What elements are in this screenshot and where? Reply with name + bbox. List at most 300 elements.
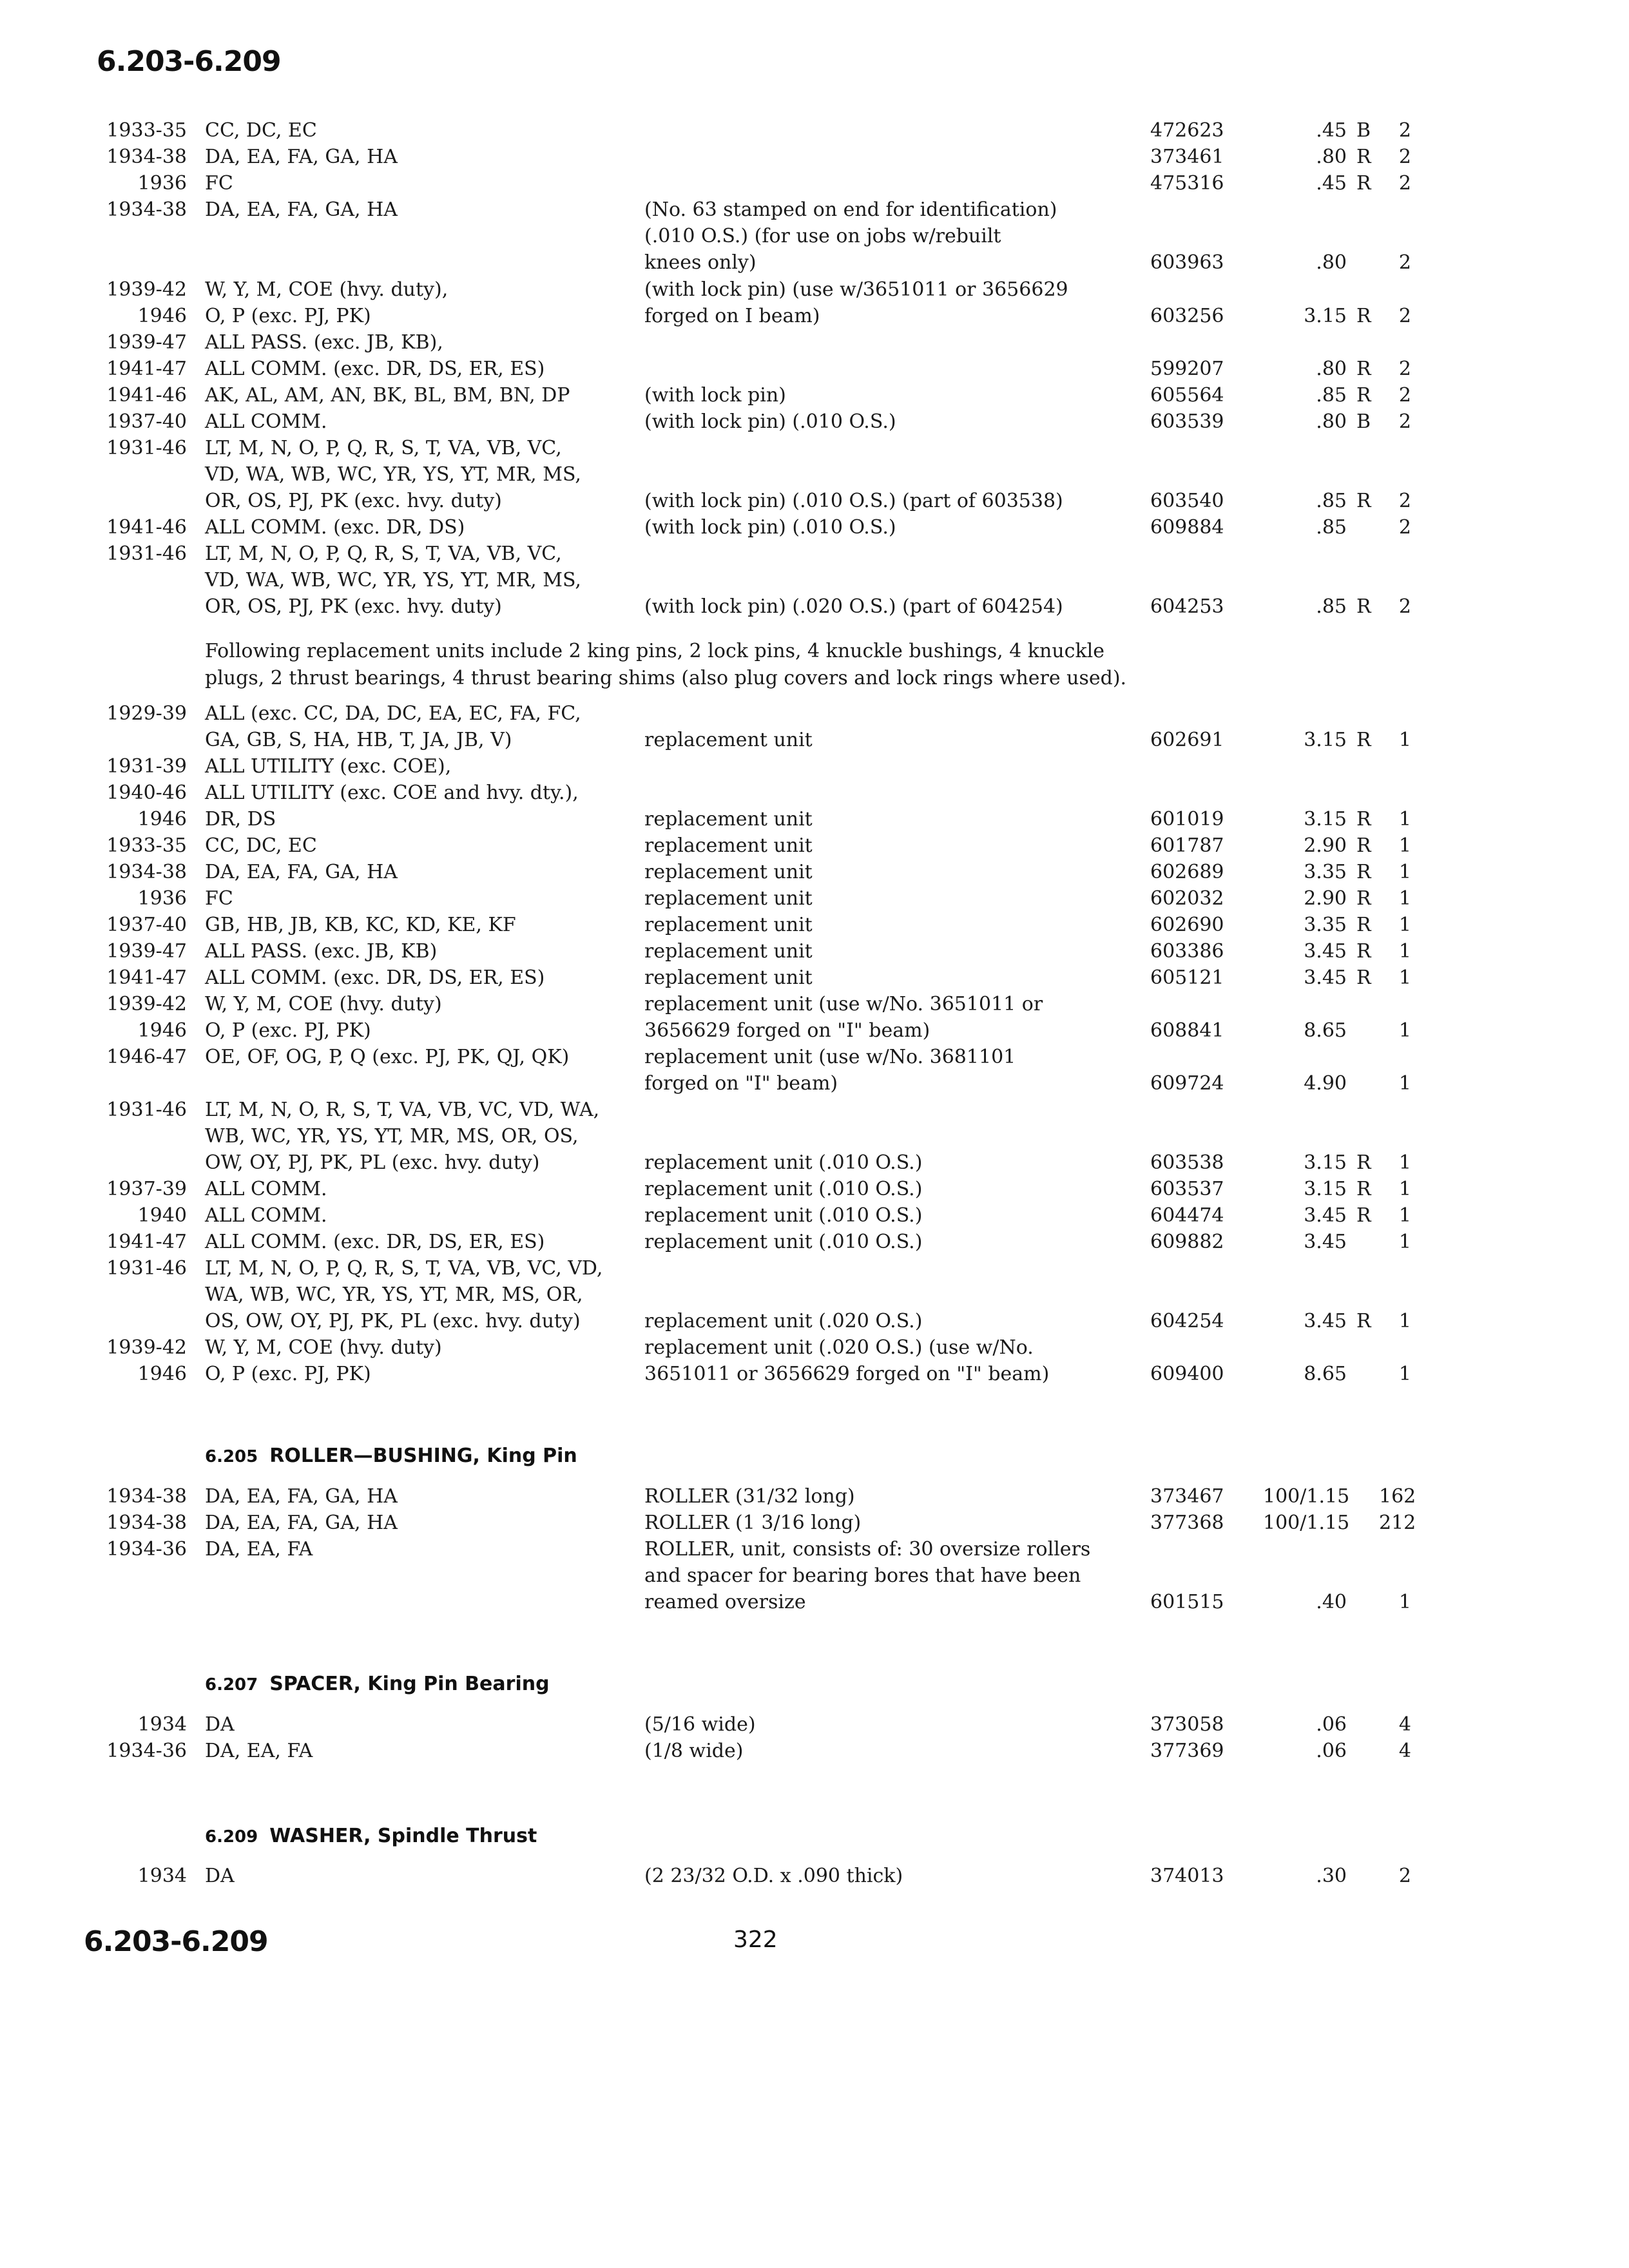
table-row [0, 303, 1629, 331]
cell-desc: ROLLER (31/32 long) [644, 1485, 855, 1508]
cell-code: R [1356, 384, 1371, 407]
cell-code: R [1356, 940, 1371, 963]
cell-desc: (1/8 wide) [644, 1740, 744, 1762]
table-row [0, 1071, 1629, 1098]
cell-model: GB, HB, JB, KB, KC, KD, KE, KF [205, 914, 516, 936]
cell-year: 1931-46 [106, 543, 187, 565]
table-row [0, 1177, 1629, 1204]
cell-price: .80 [1316, 146, 1347, 168]
table-row [0, 171, 1629, 198]
cell-desc: replacement unit [644, 914, 813, 936]
table-row [0, 224, 1629, 251]
cell-model: W, Y, M, COE (hvy. duty) [205, 1336, 442, 1359]
cell-model: ALL PASS. (exc. JB, KB) [205, 940, 438, 963]
cell-part: 377368 [1150, 1512, 1224, 1534]
cell-qty: 1 [1398, 1178, 1411, 1200]
cell-model: WB, WC, YR, YS, YT, MR, MS, OR, OS, [205, 1125, 579, 1148]
cell-price: 3.45 [1304, 940, 1347, 963]
cell-part: 603386 [1150, 940, 1224, 963]
cell-desc: replacement unit [644, 834, 813, 857]
cell-model: ALL COMM. (exc. DR, DS, ER, ES) [205, 1231, 545, 1253]
table-row [0, 860, 1629, 887]
cell-price: 3.15 [1304, 729, 1347, 751]
cell-code: B [1356, 410, 1371, 433]
table-row [0, 1309, 1629, 1336]
cell-price: 3.35 [1304, 914, 1347, 936]
table-row [0, 568, 1629, 595]
cell-price: 3.45 [1304, 1231, 1347, 1253]
cell-part: 377369 [1150, 1740, 1224, 1762]
cell-code: R [1356, 490, 1371, 512]
cell-model: O, P (exc. PJ, PK) [205, 1019, 371, 1042]
cell-price: 2.90 [1304, 834, 1347, 857]
cell-model: OW, OY, PJ, PK, PL (exc. hvy. duty) [205, 1151, 540, 1174]
cell-part: 603538 [1150, 1151, 1224, 1174]
cell-qty: 4 [1398, 1740, 1411, 1762]
cell-model: DA, EA, FA, GA, HA [205, 861, 398, 883]
table-row [0, 409, 1629, 436]
table-row [0, 965, 1629, 992]
cell-model: DA, EA, FA, GA, HA [205, 198, 398, 221]
cell-qty: 2 [1398, 251, 1411, 274]
cell-model: ALL COMM. [205, 410, 327, 433]
cell-year: 1939-42 [106, 1336, 187, 1359]
cell-code: R [1356, 887, 1371, 910]
table-row [0, 1229, 1629, 1256]
cell-price: 3.45 [1304, 1204, 1347, 1227]
section-title: ROLLER—BUSHING, King Pin [269, 1445, 577, 1467]
cell-year: 1931-46 [106, 437, 187, 459]
cell-code: R [1356, 172, 1371, 195]
cell-part: 601787 [1150, 834, 1224, 857]
section-title: WASHER, Spindle Thrust [269, 1825, 537, 1847]
table-row [0, 1256, 1629, 1283]
cell-desc: replacement unit (.020 O.S.) [644, 1310, 923, 1332]
cell-model: CC, DC, EC [205, 834, 317, 857]
table-row [0, 807, 1629, 834]
table-row [0, 1738, 1629, 1765]
table-row [0, 754, 1629, 781]
cell-desc: replacement unit [644, 861, 813, 883]
cell-model: DA, EA, FA, GA, HA [205, 1485, 398, 1508]
cell-desc: replacement unit (use w/No. 3681101 [644, 1046, 1016, 1068]
table-row [0, 144, 1629, 171]
cell-part: 609882 [1150, 1231, 1224, 1253]
cell-year: 1941-47 [106, 358, 187, 380]
cell-price: 2.90 [1304, 887, 1347, 910]
cell-year: 1933-35 [106, 119, 187, 142]
cell-model: LT, M, N, O, P, Q, R, S, T, VA, VB, VC, [205, 437, 562, 459]
cell-desc: replacement unit [644, 729, 813, 751]
cell-model: ALL PASS. (exc. JB, KB), [205, 331, 443, 354]
cell-qty: 1 [1398, 887, 1411, 910]
cell-qty: 2 [1398, 305, 1411, 327]
table-row [0, 1124, 1629, 1151]
cell-code: R [1356, 358, 1371, 380]
cell-year: 1939-47 [106, 940, 187, 963]
cell-year: 1936 [137, 172, 187, 195]
cell-model: OR, OS, PJ, PK (exc. hvy. duty) [205, 595, 502, 618]
cell-price: .06 [1316, 1740, 1347, 1762]
cell-qty: 2 [1398, 172, 1411, 195]
section-number: 6.209 [205, 1827, 258, 1847]
table-row [0, 1361, 1629, 1389]
table-row [0, 356, 1629, 383]
note-line: Following replacement units include 2 king pins, 2 lock pins, 4 knuckle bushings, 4 knuckle [205, 640, 1104, 662]
cell-code: R [1356, 834, 1371, 857]
cell-model: DA, EA, FA [205, 1740, 313, 1762]
table-row [0, 383, 1629, 410]
cell-part: 602689 [1150, 861, 1224, 883]
cell-qty: 2 [1398, 119, 1411, 142]
table-row [0, 1044, 1629, 1072]
cell-price: 3.15 [1304, 1151, 1347, 1174]
cell-code: R [1356, 1204, 1371, 1227]
table-row [0, 886, 1629, 913]
cell-qty: 2 [1398, 1865, 1411, 1887]
cell-part: 609724 [1150, 1072, 1224, 1095]
cell-year: 1941-47 [106, 966, 187, 989]
cell-code: R [1356, 861, 1371, 883]
table-row [0, 1484, 1629, 1511]
cell-qty: 2 [1398, 595, 1411, 618]
cell-price: 4.90 [1304, 1072, 1347, 1095]
table-row [0, 1097, 1629, 1124]
table-row [0, 1863, 1629, 1890]
table-row [0, 992, 1629, 1019]
cell-qty: 1 [1398, 1363, 1411, 1385]
cell-code: R [1356, 305, 1371, 327]
cell-year: 1939-42 [106, 278, 187, 301]
cell-qty: 2 [1398, 490, 1411, 512]
table-row [0, 1563, 1629, 1590]
table-row [0, 197, 1629, 224]
cell-model: ALL (exc. CC, DA, DC, EA, EC, FA, FC, [205, 702, 581, 725]
cell-part: 373467 [1150, 1485, 1224, 1508]
cell-model: OE, OF, OG, P, Q (exc. PJ, PK, QJ, QK) [205, 1046, 570, 1068]
cell-model: O, P (exc. PJ, PK) [205, 1363, 371, 1385]
cell-year: 1934-36 [106, 1538, 187, 1561]
cell-year: 1934-38 [106, 1512, 187, 1534]
cell-model: ALL COMM. (exc. DR, DS, ER, ES) [205, 966, 545, 989]
cell-desc: replacement unit (.020 O.S.) (use w/No. [644, 1336, 1034, 1359]
cell-model: CC, DC, EC [205, 119, 317, 142]
cell-desc: ROLLER (1 3/16 long) [644, 1512, 862, 1534]
cell-code: R [1356, 146, 1371, 168]
cell-year: 1941-46 [106, 384, 187, 407]
table-row [0, 1150, 1629, 1177]
cell-desc: replacement unit [644, 966, 813, 989]
cell-model: FC [205, 887, 233, 910]
cell-year: 1936 [137, 887, 187, 910]
cell-model: LT, M, N, O, R, S, T, VA, VB, VC, VD, WA, [205, 1099, 600, 1121]
cell-model: ALL COMM. (exc. DR, DS) [205, 516, 465, 539]
table-row [0, 118, 1629, 145]
cell-part: 374013 [1150, 1865, 1224, 1887]
cell-price: .30 [1316, 1865, 1347, 1887]
section-heading-6-209 [205, 1825, 537, 1847]
cell-part: 604253 [1150, 595, 1224, 618]
cell-part: 472623 [1150, 119, 1224, 142]
cell-price: 3.35 [1304, 861, 1347, 883]
cell-desc: reamed oversize [644, 1591, 806, 1613]
cell-part: 601019 [1150, 808, 1224, 831]
cell-price: .45 [1316, 172, 1347, 195]
cell-code: B [1356, 119, 1371, 142]
cell-code: R [1356, 966, 1371, 989]
section-number: 6.207 [205, 1675, 258, 1695]
cell-part: 603539 [1150, 410, 1224, 433]
cell-qty: 1 [1398, 1204, 1411, 1227]
cell-desc: (with lock pin) (use w/3651011 or 3656629 [644, 278, 1068, 301]
cell-desc: (with lock pin) (.010 O.S.) [644, 410, 896, 433]
cell-price: 100/1.15 [1263, 1485, 1350, 1508]
cell-year: 1933-35 [106, 834, 187, 857]
cell-part: 602691 [1150, 729, 1224, 751]
cell-year: 1946 [137, 1363, 187, 1385]
section-title: SPACER, King Pin Bearing [269, 1673, 550, 1695]
page-header-code: 6.203-6.209 [97, 45, 281, 78]
cell-price: .85 [1316, 384, 1347, 407]
cell-desc: replacement unit [644, 887, 813, 910]
table-row [0, 541, 1629, 568]
section-heading-6-207 [205, 1673, 550, 1695]
cell-desc: (with lock pin) [644, 384, 786, 407]
cell-price: 3.45 [1304, 966, 1347, 989]
cell-model: OS, OW, OY, PJ, PK, PL (exc. hvy. duty) [205, 1310, 581, 1332]
cell-qty: 1 [1398, 1591, 1411, 1613]
table-row [0, 250, 1629, 277]
table-row [0, 515, 1629, 542]
cell-model: ALL UTILITY (exc. COE), [205, 755, 452, 778]
page-footer-code: 6.203-6.209 [84, 1925, 268, 1958]
cell-price: .85 [1316, 595, 1347, 618]
cell-price: .80 [1316, 251, 1347, 274]
cell-part: 601515 [1150, 1591, 1224, 1613]
cell-model: DA, EA, FA, GA, HA [205, 146, 398, 168]
table-row [0, 1203, 1629, 1230]
cell-qty: 1 [1398, 914, 1411, 936]
cell-year: 1934-36 [106, 1740, 187, 1762]
cell-desc: (with lock pin) (.020 O.S.) (part of 604254) [644, 595, 1063, 618]
cell-desc: (with lock pin) (.010 O.S.) [644, 516, 896, 539]
table-row [0, 594, 1629, 621]
cell-year: 1937-39 [106, 1178, 187, 1200]
cell-desc: knees only) [644, 251, 757, 274]
cell-model: WA, WB, WC, YR, YS, YT, MR, MS, OR, [205, 1283, 583, 1306]
cell-price: 3.15 [1304, 808, 1347, 831]
cell-price: .85 [1316, 490, 1347, 512]
cell-qty: 2 [1398, 384, 1411, 407]
cell-price: .45 [1316, 119, 1347, 142]
cell-part: 609400 [1150, 1363, 1224, 1385]
cell-desc: forged on "I" beam) [644, 1072, 838, 1095]
cell-part: 599207 [1150, 358, 1224, 380]
cell-model: ALL COMM. [205, 1204, 327, 1227]
cell-model: W, Y, M, COE (hvy. duty), [205, 278, 448, 301]
table-row [0, 1018, 1629, 1045]
cell-model: ALL COMM. [205, 1178, 327, 1200]
table-row [0, 939, 1629, 966]
cell-price: .06 [1316, 1713, 1347, 1736]
cell-desc: (with lock pin) (.010 O.S.) (part of 603538) [644, 490, 1063, 512]
cell-model: ALL UTILITY (exc. COE and hvy. dty.), [205, 782, 579, 804]
cell-desc: replacement unit [644, 940, 813, 963]
cell-qty: 2 [1398, 358, 1411, 380]
cell-year: 1940 [137, 1204, 187, 1227]
cell-model: OR, OS, PJ, PK (exc. hvy. duty) [205, 490, 502, 512]
cell-year: 1946 [137, 1019, 187, 1042]
cell-year: 1946-47 [106, 1046, 187, 1068]
cell-model: DA [205, 1713, 235, 1736]
cell-part: 605121 [1150, 966, 1224, 989]
cell-part: 602690 [1150, 914, 1224, 936]
cell-model: FC [205, 172, 233, 195]
cell-model: AK, AL, AM, AN, BK, BL, BM, BN, DP [205, 384, 570, 407]
replacement-unit-note [205, 638, 1159, 692]
cell-part: 604474 [1150, 1204, 1224, 1227]
cell-model: W, Y, M, COE (hvy. duty) [205, 993, 442, 1015]
table-row [0, 462, 1629, 489]
cell-desc: (.010 O.S.) (for use on jobs w/rebuilt [644, 225, 1001, 247]
note-line: plugs, 2 thrust bearings, 4 thrust bearing shims (also plug covers and lock rings where used). [205, 667, 1127, 689]
cell-part: 475316 [1150, 172, 1224, 195]
cell-qty: 162 [1379, 1485, 1416, 1508]
cell-year: 1934 [137, 1713, 187, 1736]
cell-year: 1934-38 [106, 1485, 187, 1508]
cell-price: .85 [1316, 516, 1347, 539]
cell-code: R [1356, 1178, 1371, 1200]
cell-desc: replacement unit [644, 808, 813, 831]
section-number: 6.205 [205, 1447, 258, 1466]
page-number: 322 [733, 1927, 778, 1953]
cell-qty: 1 [1398, 861, 1411, 883]
table-row [0, 833, 1629, 860]
cell-model: GA, GB, S, HA, HB, T, JA, JB, V) [205, 729, 512, 751]
cell-qty: 2 [1398, 146, 1411, 168]
cell-year: 1931-39 [106, 755, 187, 778]
cell-model: DA [205, 1865, 235, 1887]
cell-part: 603540 [1150, 490, 1224, 512]
cell-year: 1939-42 [106, 993, 187, 1015]
cell-desc: replacement unit (.010 O.S.) [644, 1178, 923, 1200]
cell-desc: 3651011 or 3656629 forged on "I" beam) [644, 1363, 1050, 1385]
table-row [0, 330, 1629, 357]
cell-model: LT, M, N, O, P, Q, R, S, T, VA, VB, VC, VD, [205, 1257, 603, 1280]
table-row [0, 1712, 1629, 1739]
cell-model: DA, EA, FA, GA, HA [205, 1512, 398, 1534]
cell-code: R [1356, 1310, 1371, 1332]
cell-price: .40 [1316, 1591, 1347, 1613]
table-row [0, 277, 1629, 304]
table-row [0, 1537, 1629, 1564]
cell-qty: 1 [1398, 808, 1411, 831]
table-row [0, 1590, 1629, 1617]
cell-qty: 1 [1398, 1151, 1411, 1174]
cell-qty: 1 [1398, 1231, 1411, 1253]
cell-year: 1929-39 [106, 702, 187, 725]
cell-qty: 2 [1398, 516, 1411, 539]
cell-qty: 1 [1398, 966, 1411, 989]
cell-year: 1939-47 [106, 331, 187, 354]
cell-price: 3.15 [1304, 305, 1347, 327]
cell-price: .80 [1316, 410, 1347, 433]
table-row [0, 912, 1629, 939]
cell-qty: 212 [1379, 1512, 1416, 1534]
cell-part: 609884 [1150, 516, 1224, 539]
cell-part: 605564 [1150, 384, 1224, 407]
cell-model: O, P (exc. PJ, PK) [205, 305, 371, 327]
cell-code: R [1356, 729, 1371, 751]
cell-year: 1946 [137, 808, 187, 831]
cell-model: DR, DS [205, 808, 276, 831]
cell-part: 373058 [1150, 1713, 1224, 1736]
cell-qty: 2 [1398, 410, 1411, 433]
cell-desc: and spacer for bearing bores that have been [644, 1564, 1081, 1587]
cell-code: R [1356, 1151, 1371, 1174]
cell-price: .80 [1316, 358, 1347, 380]
cell-year: 1940-46 [106, 782, 187, 804]
table-row [0, 727, 1629, 754]
cell-desc: ROLLER, unit, consists of: 30 oversize rollers [644, 1538, 1091, 1561]
section-heading-6-205 [205, 1445, 577, 1467]
cell-year: 1931-46 [106, 1257, 187, 1280]
cell-year: 1946 [137, 305, 187, 327]
cell-part: 603537 [1150, 1178, 1224, 1200]
cell-part: 604254 [1150, 1310, 1224, 1332]
cell-code: R [1356, 595, 1371, 618]
cell-model: LT, M, N, O, P, Q, R, S, T, VA, VB, VC, [205, 543, 562, 565]
cell-desc: (5/16 wide) [644, 1713, 756, 1736]
cell-price: 3.15 [1304, 1178, 1347, 1200]
cell-part: 373461 [1150, 146, 1224, 168]
cell-qty: 1 [1398, 834, 1411, 857]
cell-year: 1934-38 [106, 198, 187, 221]
cell-qty: 1 [1398, 1019, 1411, 1042]
cell-year: 1934-38 [106, 146, 187, 168]
cell-desc: 3656629 forged on "I" beam) [644, 1019, 930, 1042]
cell-model: VD, WA, WB, WC, YR, YS, YT, MR, MS, [205, 569, 581, 591]
cell-year: 1941-46 [106, 516, 187, 539]
cell-price: 8.65 [1304, 1019, 1347, 1042]
table-row [0, 488, 1629, 515]
cell-model: DA, EA, FA [205, 1538, 313, 1561]
cell-part: 602032 [1150, 887, 1224, 910]
cell-desc: (No. 63 stamped on end for identification) [644, 198, 1057, 221]
table-row [0, 701, 1629, 728]
cell-part: 608841 [1150, 1019, 1224, 1042]
cell-year: 1941-47 [106, 1231, 187, 1253]
cell-code: R [1356, 808, 1371, 831]
cell-model: ALL COMM. (exc. DR, DS, ER, ES) [205, 358, 545, 380]
cell-desc: replacement unit (.010 O.S.) [644, 1231, 923, 1253]
cell-price: 3.45 [1304, 1310, 1347, 1332]
cell-desc: replacement unit (.010 O.S.) [644, 1204, 923, 1227]
cell-model: VD, WA, WB, WC, YR, YS, YT, MR, MS, [205, 463, 581, 486]
cell-desc: replacement unit (use w/No. 3651011 or [644, 993, 1043, 1015]
table-row [0, 780, 1629, 807]
cell-year: 1934 [137, 1865, 187, 1887]
table-row [0, 1282, 1629, 1309]
cell-code: R [1356, 914, 1371, 936]
cell-desc: forged on I beam) [644, 305, 820, 327]
table-row [0, 1335, 1629, 1362]
table-row [0, 436, 1629, 463]
cell-desc: (2 23/32 O.D. x .090 thick) [644, 1865, 903, 1887]
cell-year: 1934-38 [106, 861, 187, 883]
cell-part: 603256 [1150, 305, 1224, 327]
cell-year: 1937-40 [106, 914, 187, 936]
